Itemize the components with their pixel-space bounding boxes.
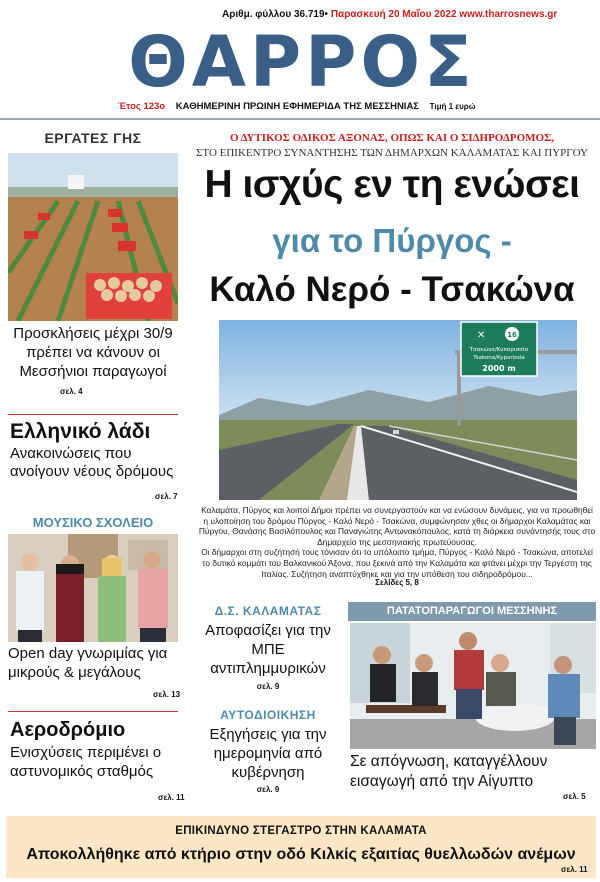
local-government-text[interactable]: Εξηγήσεις για την ημερομηνία από κυβέρνηση	[209, 726, 327, 781]
field-workers-caption[interactable]: Προσκλήσεις μέχρι 30/9 πρέπει να κάνουν οι Μεσσήνιοι παραγωγοί	[13, 325, 173, 380]
music-school-title: ΜΟΥΣΙΚΟ ΣΧΟΛΕΙΟ	[32, 515, 154, 530]
potato-producers-photo[interactable]	[350, 623, 596, 749]
svg-text:✕: ✕	[477, 330, 486, 341]
olive-oil-title[interactable]: Ελληνικό λάδι	[10, 420, 151, 443]
tagline-text: ΚΑΘΗΜΕΡΙΝΗ ΠΡΩΙΝΗ ΕΦΗΜΕΡΙΔΑ ΤΗΣ ΜΕΣΣΗΝΙΑΣ	[175, 101, 420, 112]
potato-producers-page-ref: σελ. 5	[563, 792, 586, 801]
council-title: Δ.Σ. ΚΑΛΑΜΑΤΑΣ	[214, 604, 322, 618]
main-story-body	[198, 505, 596, 579]
council-text[interactable]: Αποφασίζει για την ΜΠΕ αντιπλημμυρικών	[205, 622, 331, 677]
highway-photo[interactable]	[219, 320, 577, 500]
issue-number: Αριθμ. φύλλου 36.719•	[222, 9, 329, 20]
sign-number: 16	[507, 331, 517, 339]
oil-divider	[8, 414, 178, 415]
price-label: Τιμή 1 ευρώ	[429, 102, 476, 111]
airport-text: Ενισχύσεις περιμένει ο αστυνομικός σταθμός	[10, 744, 162, 780]
airport-page-ref: σελ. 11	[158, 793, 185, 802]
olive-oil-text: Ανακοινώσεις που ανοίγουν νέους δρόμους	[10, 445, 174, 480]
sign-distance: 2000 m	[482, 364, 516, 373]
bottom-story-page-ref: σελ. 11	[561, 865, 588, 874]
website-link[interactable]: www.tharrosnews.gr	[459, 9, 558, 20]
main-kicker-1: Ο ΔΥΤΙΚΟΣ ΟΔΙΚΟΣ ΑΞΟΝΑΣ, ΟΠΩΣ ΚΑΙ Ο ΣΙΔΗΡΟΔΡΟΜΟΣ,	[229, 132, 555, 144]
olive-oil-page-ref: σελ. 7	[155, 492, 178, 501]
music-school-photo[interactable]	[8, 534, 178, 642]
main-story-paragraph-2: Οι δήμαρχοι στη συζήτησή τους τόνισαν ότι το υπόλοιπο τμήμα, Πύργος - Καλό Νερό - Τσακώνα, αποτελεί το δυτικό κομμάτι του Βαλκανικού Άξονα, που ξεκινά από την Καλαμάτα και φτάνει μέχρι την Τεργέστη της Ιταλίας. Συζήτηση αναπτύχθηκε και για την υπόθεση του σιδηροδρόμου...	[201, 547, 593, 579]
main-story-paragraph-1: Καλαμάτα, Πύργος και λοιποί Δήμοι πρέπει να συνεργαστούν και να ενώσουν δυνάμεις, για να προωθηθεί η υλοποίηση του δρόμου Πύργος - Καλό Νερό - Τσακώνα, συμφώνησαν χθες οι δήμαρχοι Καλαμάτας και Πύργου, Θανάσης Βασιλόπουλος και Παναγιώτης Αντωνακόπουλος, κατά τη διάρκεια συνάντησής τους στο Δημαρχείο της μεσσηνιακής πρωτεύουσας.	[198, 505, 596, 547]
newspaper-logo[interactable]	[110, 12, 494, 96]
year-label: Έτος 123ο	[118, 101, 166, 112]
masthead-divider	[0, 118, 600, 120]
sign-line-2: Tsakona/Kyparissia	[473, 355, 525, 361]
sign-line-1: Τσακώνα/Κυπαρισσία	[469, 347, 529, 353]
main-story-page-ref: Σελίδες 5, 8	[375, 578, 419, 587]
main-headline-1[interactable]: Η ισχύς εν τη ενώσει	[204, 163, 580, 206]
main-headline-3[interactable]: Καλό Νερό - Τσακώνα	[209, 270, 575, 309]
potato-producers-bar: ΠΑΤΑΤΟΠΑΡΑΓΩΓΟΙ ΜΕΣΣΗΝΗΣ	[348, 602, 596, 621]
main-kicker-2: ΣΤΟ ΕΠΙΚΕΝΤΡΟ ΣΥΝΑΝΤΗΣΗΣ ΤΩΝ ΔΗΜΑΡΧΩΝ ΚΑΛΑΜΑΤΑΣ ΚΑΙ ΠΥΡΓΟΥ	[196, 147, 588, 159]
airport-divider	[8, 711, 178, 712]
airport-title[interactable]: Αεροδρόμιο	[10, 719, 126, 741]
bottom-story-headline[interactable]: Αποκολλήθηκε από κτήριο στην οδό Κιλκίς εξαιτίας θυελλωδών ανέμων	[26, 846, 576, 863]
council-page-ref: σελ. 9	[256, 682, 280, 691]
field-workers-page-ref: σελ. 4	[60, 387, 83, 396]
main-headline-2[interactable]: για το Πύργος -	[272, 222, 512, 259]
field-workers-photo[interactable]	[8, 153, 178, 321]
logo-text: ΘΑΡΡΟΣ	[128, 21, 476, 96]
tagline	[118, 101, 475, 112]
music-school-caption[interactable]: Open day γνωριμίας για μικρούς & μεγάλους	[8, 645, 168, 681]
potato-producers-caption[interactable]: Σε απόγνωση, καταγγέλλουν εισαγωγή από την Αίγυπτο	[350, 753, 548, 790]
field-workers-title: ΕΡΓΑΤΕΣ ΓΗΣ	[44, 130, 142, 146]
local-government-page-ref: σελ. 9	[256, 785, 280, 794]
issue-date: Παρασκευή 20 Μαΐου 2022	[330, 9, 457, 20]
local-government-title: ΑΥΤΟΔΙΟΙΚΗΣΗ	[220, 708, 316, 722]
music-school-page-ref: σελ. 13	[153, 690, 181, 699]
bottom-story-kicker: ΕΠΙΚΙΝΔΥΝΟ ΣΤΕΓΑΣΤΡΟ ΣΤΗΝ ΚΑΛΑΜΑΤΑ	[175, 825, 427, 837]
